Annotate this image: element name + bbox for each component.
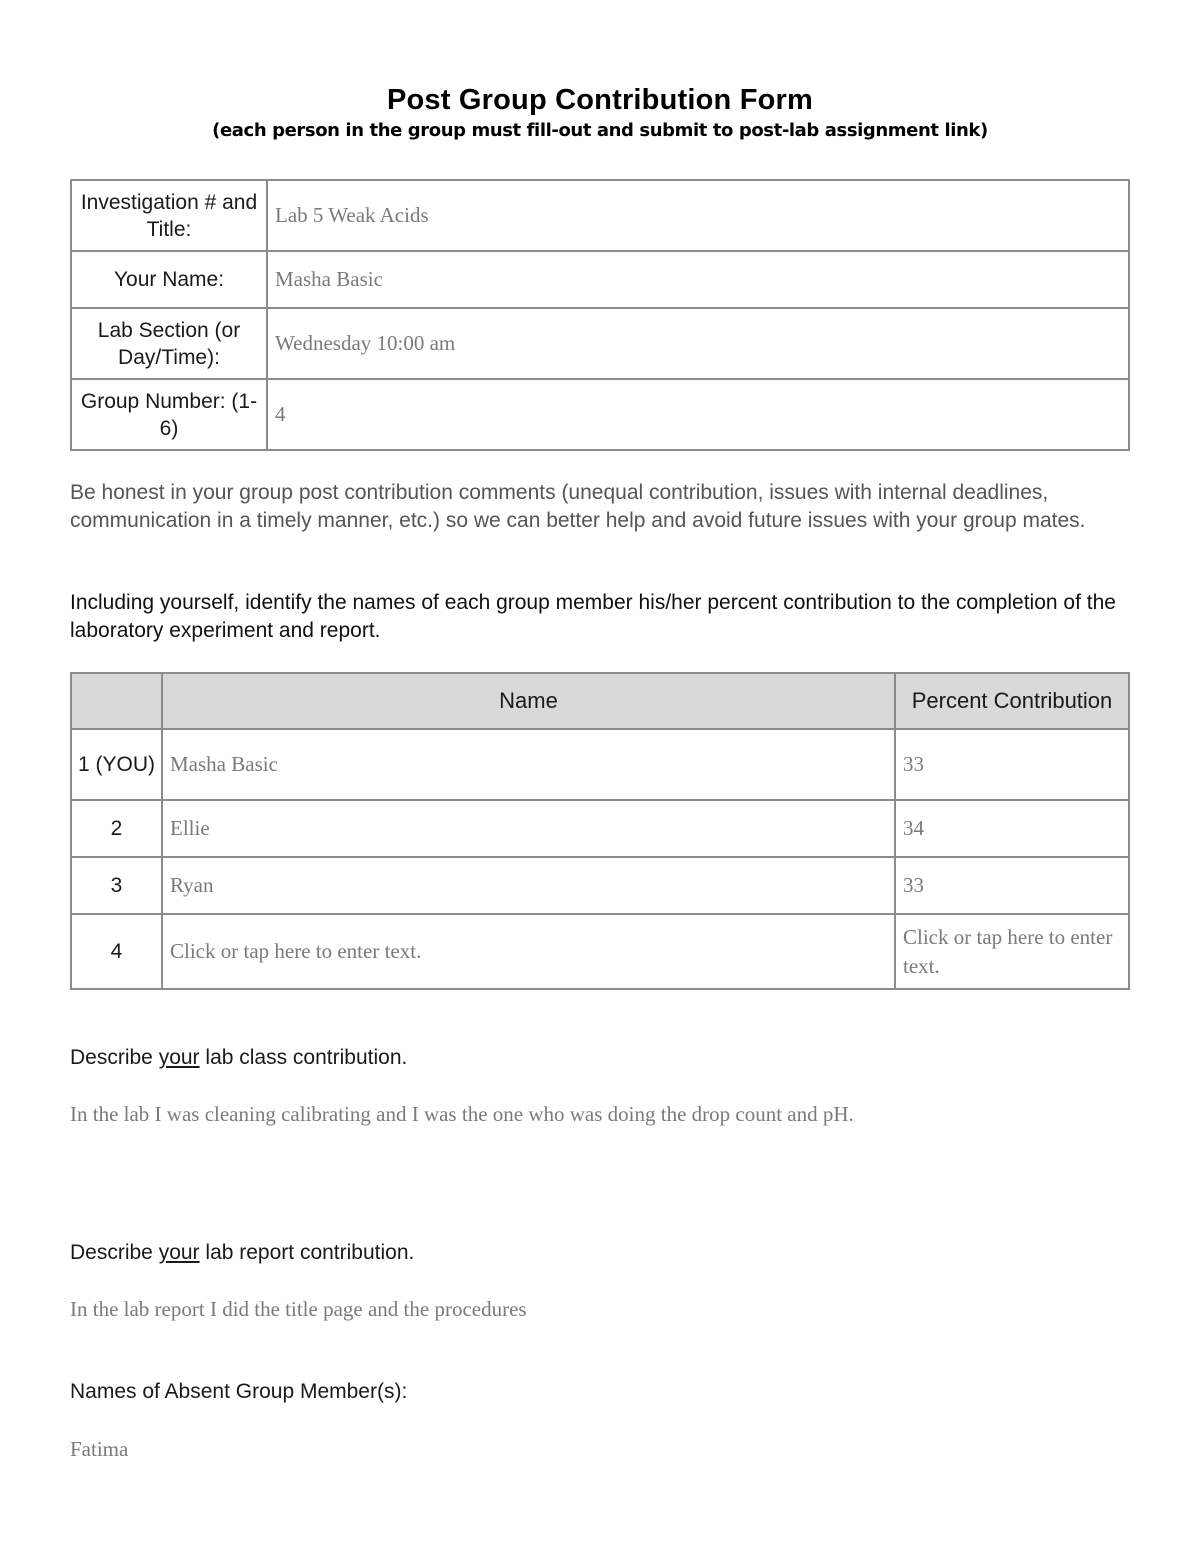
member-number: 2	[71, 800, 162, 857]
question-prefix: Describe	[70, 1046, 159, 1069]
info-row-name	[71, 251, 1129, 308]
member-name-field[interactable]: Ryan	[162, 857, 895, 914]
name-field[interactable]: Masha Basic	[267, 251, 1129, 308]
member-number: 3	[71, 857, 162, 914]
name-label: Your Name:	[71, 251, 267, 308]
section-field[interactable]: Wednesday 10:00 am	[267, 308, 1129, 379]
question-emphasis: your	[158, 1241, 200, 1264]
member-percent-field[interactable]: 34	[895, 800, 1129, 857]
header-percent: Percent Contribution	[895, 673, 1129, 729]
table-row	[71, 914, 1129, 989]
member-percent-field[interactable]: 33	[895, 857, 1129, 914]
question-suffix: lab report contribution.	[199, 1241, 415, 1264]
class-contribution-answer[interactable]: In the lab I was cleaning calibrating and I was the one who was doing the drop count and pH.	[70, 1102, 854, 1126]
report-contribution-answer[interactable]: In the lab report I did the title page and the procedures	[70, 1297, 527, 1321]
info-row-investigation	[71, 180, 1129, 251]
honesty-instructions: Be honest in your group post contribution comments (unequal contribution, issues with internal deadlines, communication in a timely manner, etc.) so we can better help and avoid future issues with your group mates.	[70, 481, 1086, 532]
investigation-field[interactable]: Lab 5 Weak Acids	[267, 180, 1129, 251]
member-number: 1 (YOU)	[71, 729, 162, 800]
class-contribution-question	[70, 1046, 407, 1070]
info-row-group	[71, 379, 1129, 450]
members-header-row	[71, 673, 1129, 729]
absent-members-answer[interactable]: Fatima	[70, 1437, 129, 1461]
info-table	[70, 179, 1130, 451]
header-name: Name	[162, 673, 895, 729]
investigation-label: Investigation # and Title:	[71, 180, 267, 251]
question-emphasis: your	[158, 1046, 200, 1069]
table-row	[71, 729, 1129, 800]
members-table	[70, 672, 1130, 990]
question-suffix: lab class contribution.	[199, 1046, 408, 1069]
group-number-label: Group Number: (1-6)	[71, 379, 267, 450]
table-row	[71, 800, 1129, 857]
member-name-field[interactable]: Ellie	[162, 800, 895, 857]
header-number	[71, 673, 162, 729]
section-label: Lab Section (or Day/Time):	[71, 308, 267, 379]
table-row	[71, 857, 1129, 914]
report-contribution-question	[70, 1241, 414, 1265]
member-percent-field[interactable]: Click or tap here to enter text.	[895, 914, 1129, 989]
question-prefix: Describe	[70, 1241, 159, 1264]
absent-members-label: Names of Absent Group Member(s):	[70, 1380, 408, 1403]
member-number: 4	[71, 914, 162, 989]
member-percent-field[interactable]: 33	[895, 729, 1129, 800]
info-row-section	[71, 308, 1129, 379]
group-number-field[interactable]: 4	[267, 379, 1129, 450]
member-name-field[interactable]: Masha Basic	[162, 729, 895, 800]
form-title: Post Group Contribution Form	[386, 84, 814, 116]
identify-instructions: Including yourself, identify the names of each group member his/her percent contribution to the completion of the laboratory experiment and report.	[70, 591, 1116, 642]
member-name-field[interactable]: Click or tap here to enter text.	[162, 914, 895, 989]
form-subtitle: (each person in the group must fill-out and submit to post-lab assignment link)	[212, 120, 988, 141]
